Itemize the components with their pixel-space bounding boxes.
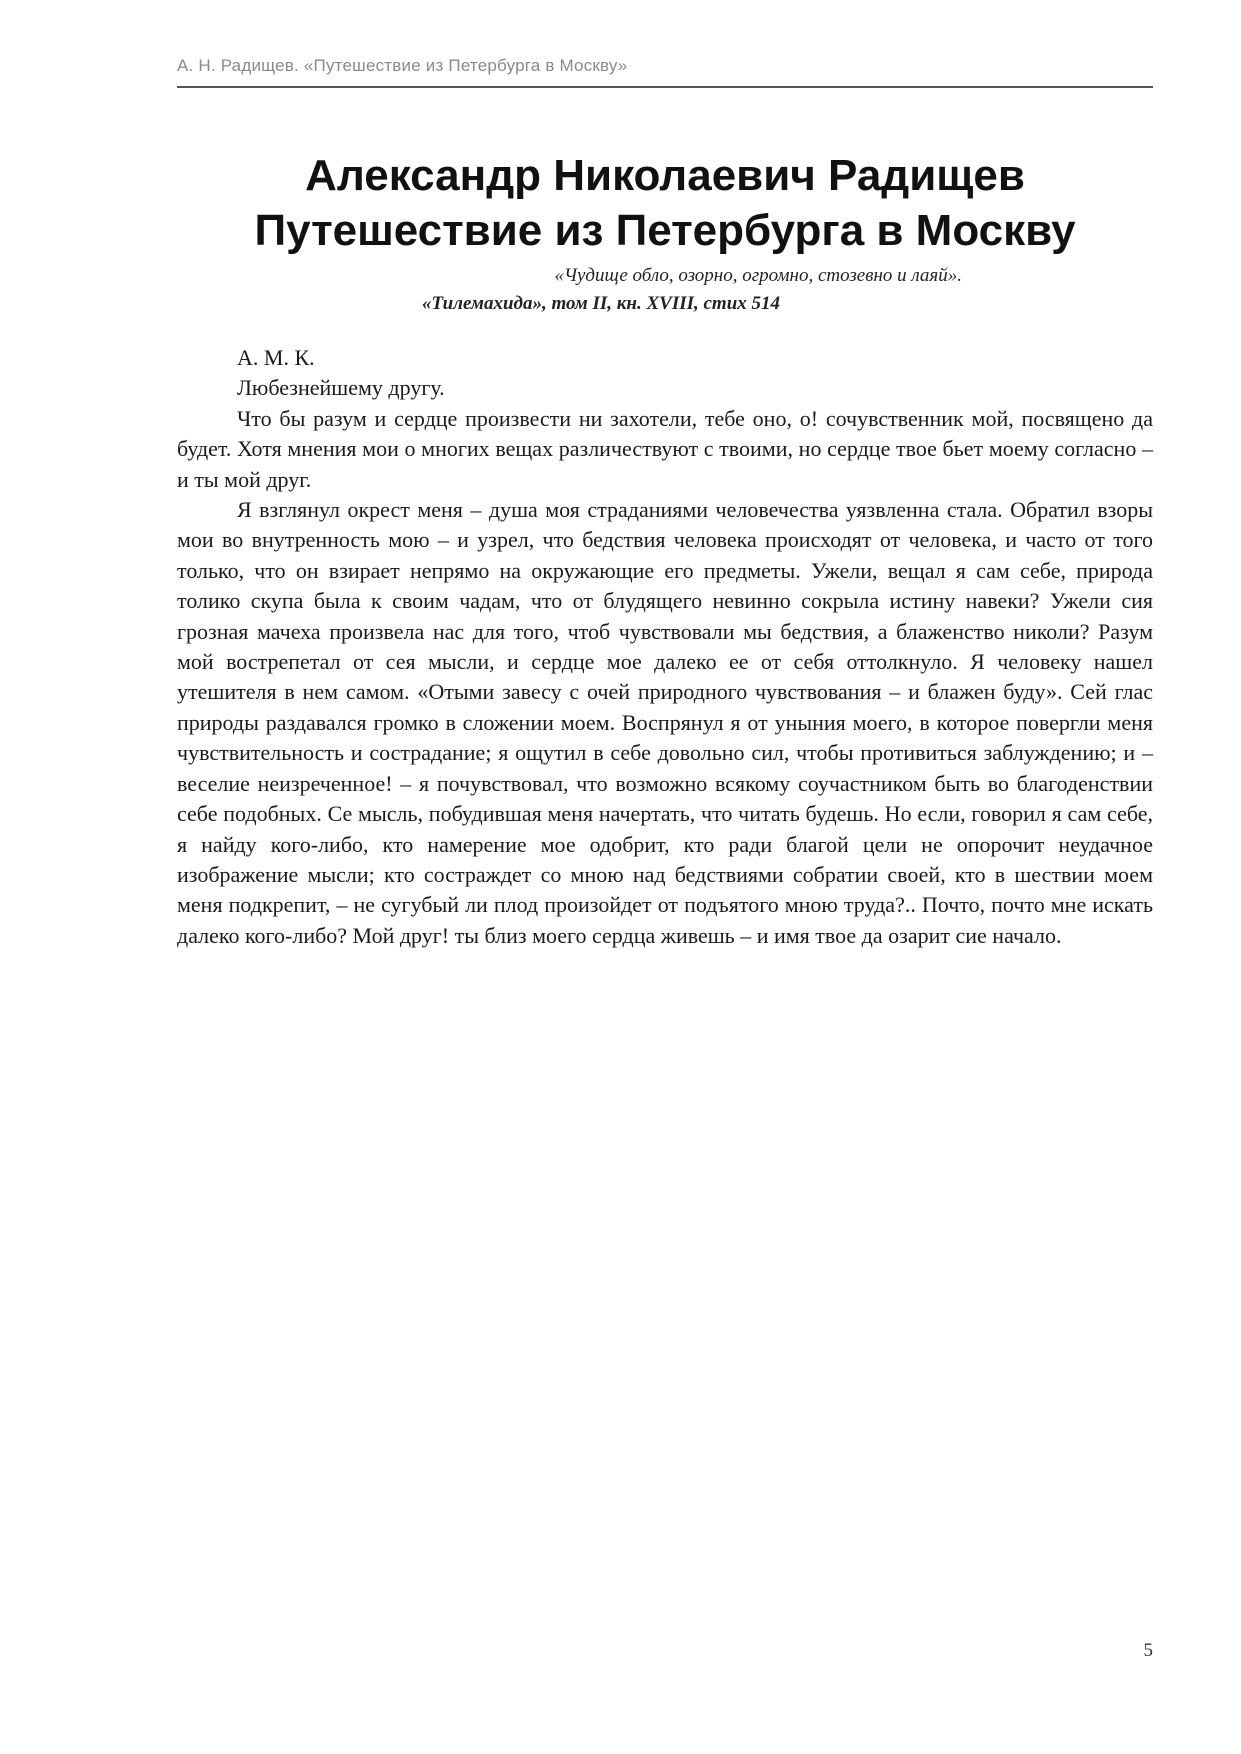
title-author: Александр Николаевич Радищев bbox=[305, 151, 1025, 200]
epigraph-quote: «Чудище обло, озорно, огромно, стозевно и лаяй». bbox=[554, 265, 962, 286]
page-number: 5 bbox=[1143, 1640, 1153, 1661]
running-header: А. Н. Радищев. «Путешествие из Петербурга в Москву» bbox=[177, 56, 628, 75]
title-work: Путешествие из Петербурга в Москву bbox=[254, 206, 1076, 255]
dedication-greeting: Любезнейшему другу. bbox=[237, 375, 445, 401]
epigraph-source: «Тилемахида», том II, кн. XVIII, стих 514 bbox=[422, 293, 781, 314]
header-divider bbox=[177, 86, 1153, 88]
paragraph: Я взглянул окрест меня – душа моя страданиями человечества уязвленна стала. Обратил взоры мои во внутренность мою – и узрел, что бедствия человека происходят от человека, и часто от того только, что он взирает непрямо на окружающие его предметы. Ужели, вещал я сам себе, природа толико скупа была к своим чадам, что от блудящего невинно сокрыла истину навеки? Ужели сия грозная мачеха произвела нас для того, чтоб чувствовали мы бедствия, а блаженство николи? Разум мой вострепетал от сея мысли, и сердце мое далеко ее от себя оттолкнуло. Я человеку нашел утешителя в нем самом. «Отыми завесу с очей природного чувствования – и блажен буду». Сей глас природы раздавался громко в сложении моем. Воспрянул я от уныния моего, в которое повергли меня чувствительность и сострадание; я ощутил в себе довольно сил, чтобы противиться заблуждению; и – веселие неизреченное! – я почувствовал, что возможно всякому соучастником быть во благоденствии себе подобных. Се мысль, побудившая меня начертать, что читать будешь. Но если, говорил я сам себе, я найду кого-либо, кто намерение мое одобрит, кто ради благой цели не опорочит неудачное изображение мысли; кто состраждет со мною над бедствиями собратии своей, кто в шествии моем меня подкрепит, – не сугубый ли плод произойдет от подъятого мною труда?.. Почто, почто мне искать далеко кого-либо? Мой друг! ты близ моего сердца живешь – и имя твое да озарит сие начало. bbox=[177, 497, 1153, 948]
epigraph bbox=[360, 262, 980, 318]
paragraph: Что бы разум и сердце произвести ни захотели, тебе оно, о! сочувственник мой, посвящено да будет. Хотя мнения мои о многих вещах различествуют с твоими, но сердце твое бьет моему согласно – и ты мой друг. bbox=[177, 405, 1153, 492]
page-title bbox=[177, 148, 1153, 258]
body-text bbox=[177, 343, 1153, 951]
dedication-initials: А. М. К. bbox=[237, 345, 315, 370]
